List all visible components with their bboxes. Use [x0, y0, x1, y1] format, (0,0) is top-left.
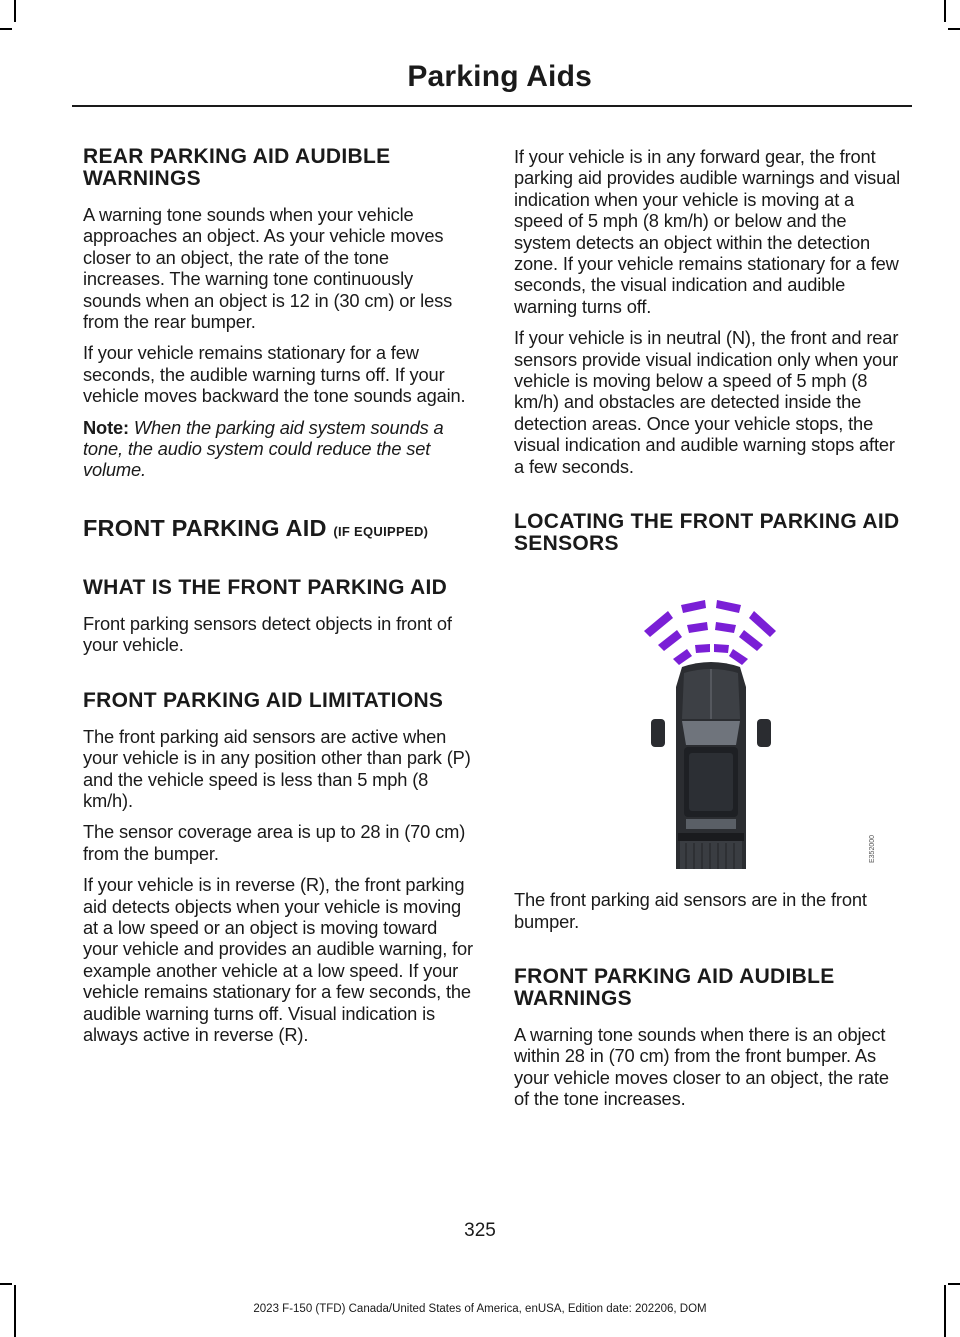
sensor-wave-icons [644, 600, 776, 665]
crop-mark [0, 1283, 12, 1285]
front-warnings-paragraph: A warning tone sounds when there is an object within 28 in (70 cm) from the front bumper. As your vehicle moves closer to an object, the rate of the tone increases. [514, 1023, 889, 1110]
limitations-heading: FRONT PARKING AID LIMITATIONS [83, 688, 444, 712]
sensor-location-figure [514, 569, 906, 869]
what-is-paragraph: Front parking sensors detect objects in front of your vehicle. [83, 612, 452, 656]
truck-top-view-illustration [514, 569, 906, 869]
locating-paragraph: The front parking aid sensors are in the front bumper. [514, 889, 867, 932]
locating-sensors-heading: LOCATING THE FRONT PARKING AID SENSORS [514, 510, 900, 556]
right-column [514, 146, 906, 1120]
crop-mark [948, 28, 960, 30]
rear-warnings-paragraph: If your vehicle remains stationary for a few seconds, the audible warning turns off. If your vehicle moves backward the tone sounds again. [83, 342, 466, 407]
figure-id: E352000 [869, 835, 876, 864]
limitations-paragraph: The front parking aid sensors are active when your vehicle is in any position other than park (P) and the vehicle speed is less than 5 mph (8 km/h). [83, 725, 471, 811]
front-parking-aid-title: FRONT PARKING AID [83, 514, 327, 541]
what-is-heading: WHAT IS THE FRONT PARKING AID [83, 575, 448, 599]
page-number: 325 [464, 1220, 496, 1241]
front-parking-aid-heading [83, 515, 475, 545]
limitations-paragraph: If your vehicle is in reverse (R), the front parking aid detects objects when your vehicle is moving at a low speed or an object is moving toward your vehicle and provides an audible warning, for example another vehicle at a low speed. If your vehicle remains stationary for a few seconds, the audible warning turns off. Visual indication is always active in reverse (R). [83, 874, 473, 1045]
forward-gear-paragraph: If your vehicle is in any forward gear, the front parking aid provides audible warnings and visual indication when your vehicle is moving at a speed of 5 mph (8 km/h) or below and the system detects an object within the detection zone. If your vehicle remains stationary for a few seconds, the visual indication and audible warning turns off. [514, 146, 901, 317]
header-rule [72, 105, 912, 107]
rear-warnings-heading: REAR PARKING AID AUDIBLE WARNINGS [83, 145, 391, 190]
crop-mark [14, 0, 16, 22]
front-warnings-heading: FRONT PARKING AID AUDIBLE WARNINGS [514, 964, 835, 1010]
left-column [83, 146, 475, 1055]
rear-warnings-paragraph: A warning tone sounds when your vehicle approaches an object. As your vehicle moves closer to an object, the rate of the tone increases. The warning tone continuously sounds when an object is 12 in (30 cm) or less from the rear bumper. [83, 204, 453, 333]
note [83, 417, 475, 481]
crop-mark [948, 1283, 960, 1285]
limitations-paragraph: The sensor coverage area is up to 28 in (70 cm) from the bumper. [83, 821, 466, 864]
note-text: When the parking aid system sounds a tone, the audio system could reduce the set volume. [83, 416, 444, 481]
note-label: Note: [83, 416, 129, 438]
truck-icon [651, 662, 771, 869]
neutral-paragraph: If your vehicle is in neutral (N), the front and rear sensors provide visual indication only when your vehicle is moving below a speed of 5 mph (8 km/h) and obstacles are detected inside the detection areas. Once your vehicle stops, the visual indication and audible warning stops after a few seconds. [514, 327, 899, 477]
edition-footer: 2023 F-150 (TFD) Canada/United States of America, enUSA, Edition date: 202206, DOM [253, 1303, 707, 1315]
crop-mark [0, 28, 12, 30]
if-equipped-tag: (IF EQUIPPED) [333, 523, 429, 539]
page-title: Parking Aids [407, 60, 592, 93]
crop-mark [944, 0, 946, 22]
